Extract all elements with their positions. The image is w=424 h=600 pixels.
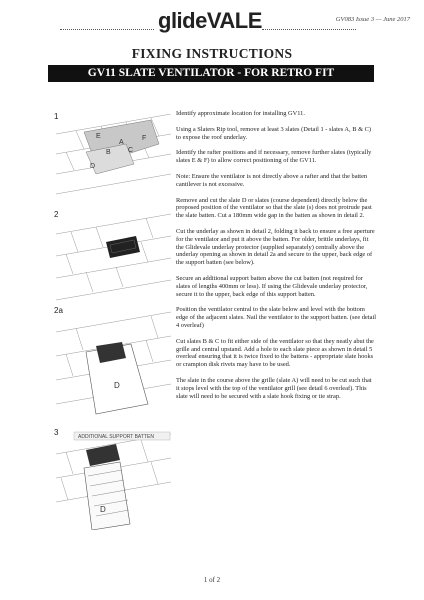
figure-number: 2 (54, 210, 59, 219)
instruction-paragraph: Remove and cut the slate D or slates (course dependent) directly below the proposed position of the ventilator so that the slate (s) does not protrude past the slate batten. Cut a 180mm wide gap in the batten as shown in detail 2. (176, 196, 372, 220)
header-dotted-rule-left (60, 29, 154, 30)
figure-1 (56, 114, 171, 204)
figure-2-illustration (56, 212, 171, 304)
support-batten-label: ADDITIONAL SUPPORT BATTEN (78, 434, 154, 440)
instruction-paragraph: Cut the underlay as shown in detail 2, folding it back to ensure a free aperture for the ventilator and put it above the batten. For older, brittle underlays, fit the Glidevale underlay protector (supplied separately) centrally above the underlay opening as shown in detail 2a and secure to the upper, back edge of the support batten (see below). (176, 227, 375, 267)
figure-3 (56, 430, 171, 530)
instruction-paragraph: Identify approximate location for installing GV11. (176, 110, 305, 117)
figure-number: 2a (54, 306, 63, 315)
figure-number: 3 (54, 428, 59, 437)
brand-logo: glideVALE (158, 8, 262, 33)
figure-number: 1 (54, 112, 59, 121)
instruction-note: Note: Ensure the ventilator is not directly above a rafter and that the batten cantilever is not excessive. (176, 172, 368, 188)
figure-2a (56, 308, 171, 426)
slate-label-e: E (96, 133, 101, 140)
slate-label-a: A (119, 139, 124, 146)
slate-label-d: D (114, 381, 120, 390)
slate-label-f: F (142, 135, 147, 142)
figure-2 (56, 212, 171, 304)
document-reference: GV083 Issue 3 — June 2017 (335, 16, 410, 23)
figure-3-illustration (56, 430, 171, 530)
instruction-paragraph: Secure an additional support batten above the cut batten (not required for slates of lengths 400mm or less). If using the Glidevale underlay protector, secure it to the upper, back edge of this support batten. (176, 274, 368, 298)
slate-label-c: C (128, 147, 134, 154)
instruction-paragraph: Cut slates B & C to fit either side of the ventilator so that they neatly abut the grille and central upstand. Add a hole to each slate piece as shown in detail 5 overleaf ensuring that it is twice fixed to the battens - appropriate slate hooks or crampion disk rivets may have to be used. (176, 337, 374, 369)
page-title: FIXING INSTRUCTIONS (131, 46, 293, 61)
product-banner: GV11 SLATE VENTILATOR - FOR RETRO FIT (48, 65, 374, 82)
slate-label-d: D (100, 505, 106, 514)
header-dotted-rule-right (262, 29, 356, 30)
instruction-paragraph: Using a Slaters Rip tool, remove at least 3 slates (Detail 1 - slates A, B & C) to expose the roof underlay. (176, 125, 372, 141)
instruction-paragraph: Identify the rafter positions and if necessary, remove further slates (typically slates E & F) to allow correct positioning of the GV11. (176, 149, 372, 165)
instruction-paragraph: The slate in the course above the grille (slate A) will need to be cut such that it stops level with the top of the ventilator grill (see detail 6 overleaf). This slate will need to be secured with a slate hook fixing or tie strap. (176, 376, 372, 400)
instructions-text (176, 110, 376, 408)
page-number: 1 of 2 (203, 576, 221, 584)
figure-2a-illustration (56, 308, 171, 426)
slate-label-b: B (106, 149, 111, 156)
figure-1-illustration (56, 114, 171, 204)
instruction-paragraph: Position the ventilator central to the slate below and level with the bottom edge of the adjacent slates. Nail the ventilator to the support batten. (see detail 4 overleaf) (176, 306, 376, 329)
slate-label-d: D (90, 163, 96, 170)
